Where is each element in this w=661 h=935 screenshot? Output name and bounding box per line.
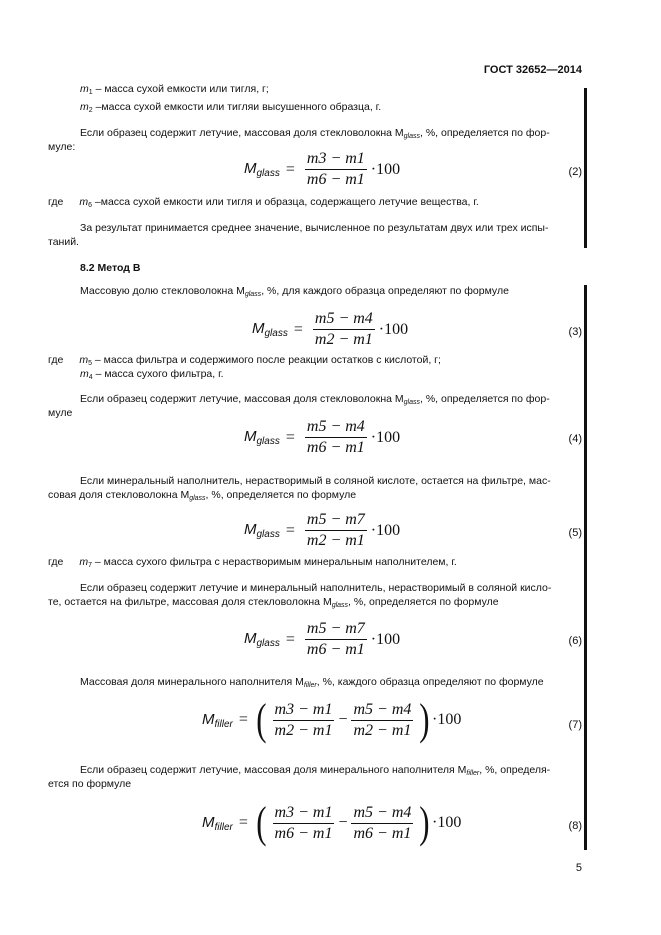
paragraph-both-cont: те, остается на фильтре, массовая доля стекловолокна Mglass, %, определяется по формуле <box>48 596 499 609</box>
change-bar <box>584 88 587 248</box>
equation-number: (7) <box>568 719 582 731</box>
paragraph-mineral-cont: совая доля стекловолокна Mglass, %, определяется по формуле <box>48 489 357 502</box>
equation-8: $M_{filler}$ = ( $\frac{m3 - m1}{m6 - m1}$ − $\frac{m5 - m4}{m6 - m1}$ ) ·100 <box>202 798 462 847</box>
equation-4: $M_{glass}$ = $\frac{m5 - m4}{m6 - m1}$ ·100 <box>244 418 401 456</box>
equation-number: (2) <box>568 166 582 178</box>
paragraph-mineral: Если минеральный наполнитель, нерастворимый в соляной кислоте, остается на фильтре, мас- <box>80 475 551 487</box>
paragraph-filler: Массовая доля минерального наполнителя Mfiller, %, каждого образца определяют по формуле <box>80 676 544 689</box>
definition-m6: где $m_6$ –масса сухой емкости или тигля и образца, содержащего летучие вещества, г. <box>48 196 479 209</box>
definition-m2: $m_2$ –масса сухой емкости или тигляи высушенного образца, г. <box>80 101 382 114</box>
paragraph-method-b: Массовую долю стекловолокна Mglass, %, для каждого образца определяют по формуле <box>80 285 509 298</box>
paragraph-result-cont: таний. <box>48 236 79 248</box>
definition-m7: где $m_7$ – масса сухого фильтра с нерастворимым минеральным наполнителем, г. <box>48 556 457 569</box>
page-number: 5 <box>575 862 582 874</box>
paragraph-volatile-2-cont: муле <box>48 407 73 419</box>
equation-6: $M_{glass}$ = $\frac{m5 - m7}{m6 - m1}$ ·100 <box>244 620 401 658</box>
paragraph-volatile-1: Если образец содержит летучие, массовая доля стекловолокна Mglass, %, определяется по фор- <box>80 127 550 140</box>
paragraph-volatile-1-cont: муле: <box>48 141 76 153</box>
section-title: 8.2 Метод В <box>80 262 141 274</box>
equation-5: $M_{glass}$ = $\frac{m5 - m7}{m2 - m1}$ ·100 <box>244 511 401 549</box>
paragraph-volatile-2: Если образец содержит летучие, массовая доля стекловолокна Mglass, %, определяется по фор- <box>80 393 550 406</box>
paragraph-both: Если образец содержит летучие и минеральный наполнитель, нерастворимый в соляной кисло- <box>80 582 552 594</box>
document-id: ГОСТ 32652—2014 <box>483 64 582 76</box>
equation-number: (6) <box>568 635 582 647</box>
equation-number: (4) <box>568 433 582 445</box>
paragraph-filler-volatile: Если образец содержит летучие, массовая доля минерального наполнителя Mfiller, %, определя- <box>80 764 551 777</box>
equation-7: $M_{filler}$ = ( $\frac{m3 - m1}{m2 - m1}$ − $\frac{m5 - m4}{m2 - m1}$ ) ·100 <box>202 695 462 744</box>
equation-number: (5) <box>568 527 582 539</box>
paragraph-filler-volatile-cont: ется по формуле <box>48 778 132 790</box>
change-bar <box>584 285 587 850</box>
equation-3: $M_{glass}$ = $\frac{m5 - m4}{m2 - m1}$ ·100 <box>252 310 409 348</box>
definition-m5: где $m_5$ – масса фильтра и содержимого после реакции остатков с кислотой, г; <box>48 354 441 367</box>
equation-2: $M_{glass}$ = $\frac{m3 - m1}{m6 - m1}$ ·100 <box>244 150 401 188</box>
equation-lhs: $M_{glass}$ <box>244 160 280 179</box>
equation-number: (8) <box>568 820 582 832</box>
definition-m4: $m_4$ – масса сухого фильтра, г. <box>80 368 224 381</box>
definition-m1: $m_1$ – масса сухой емкости или тигля, г; <box>80 83 269 96</box>
equation-number: (3) <box>568 326 582 338</box>
paragraph-result: За результат принимается среднее значение, вычисленное по результатам двух или трех испы- <box>80 222 549 234</box>
